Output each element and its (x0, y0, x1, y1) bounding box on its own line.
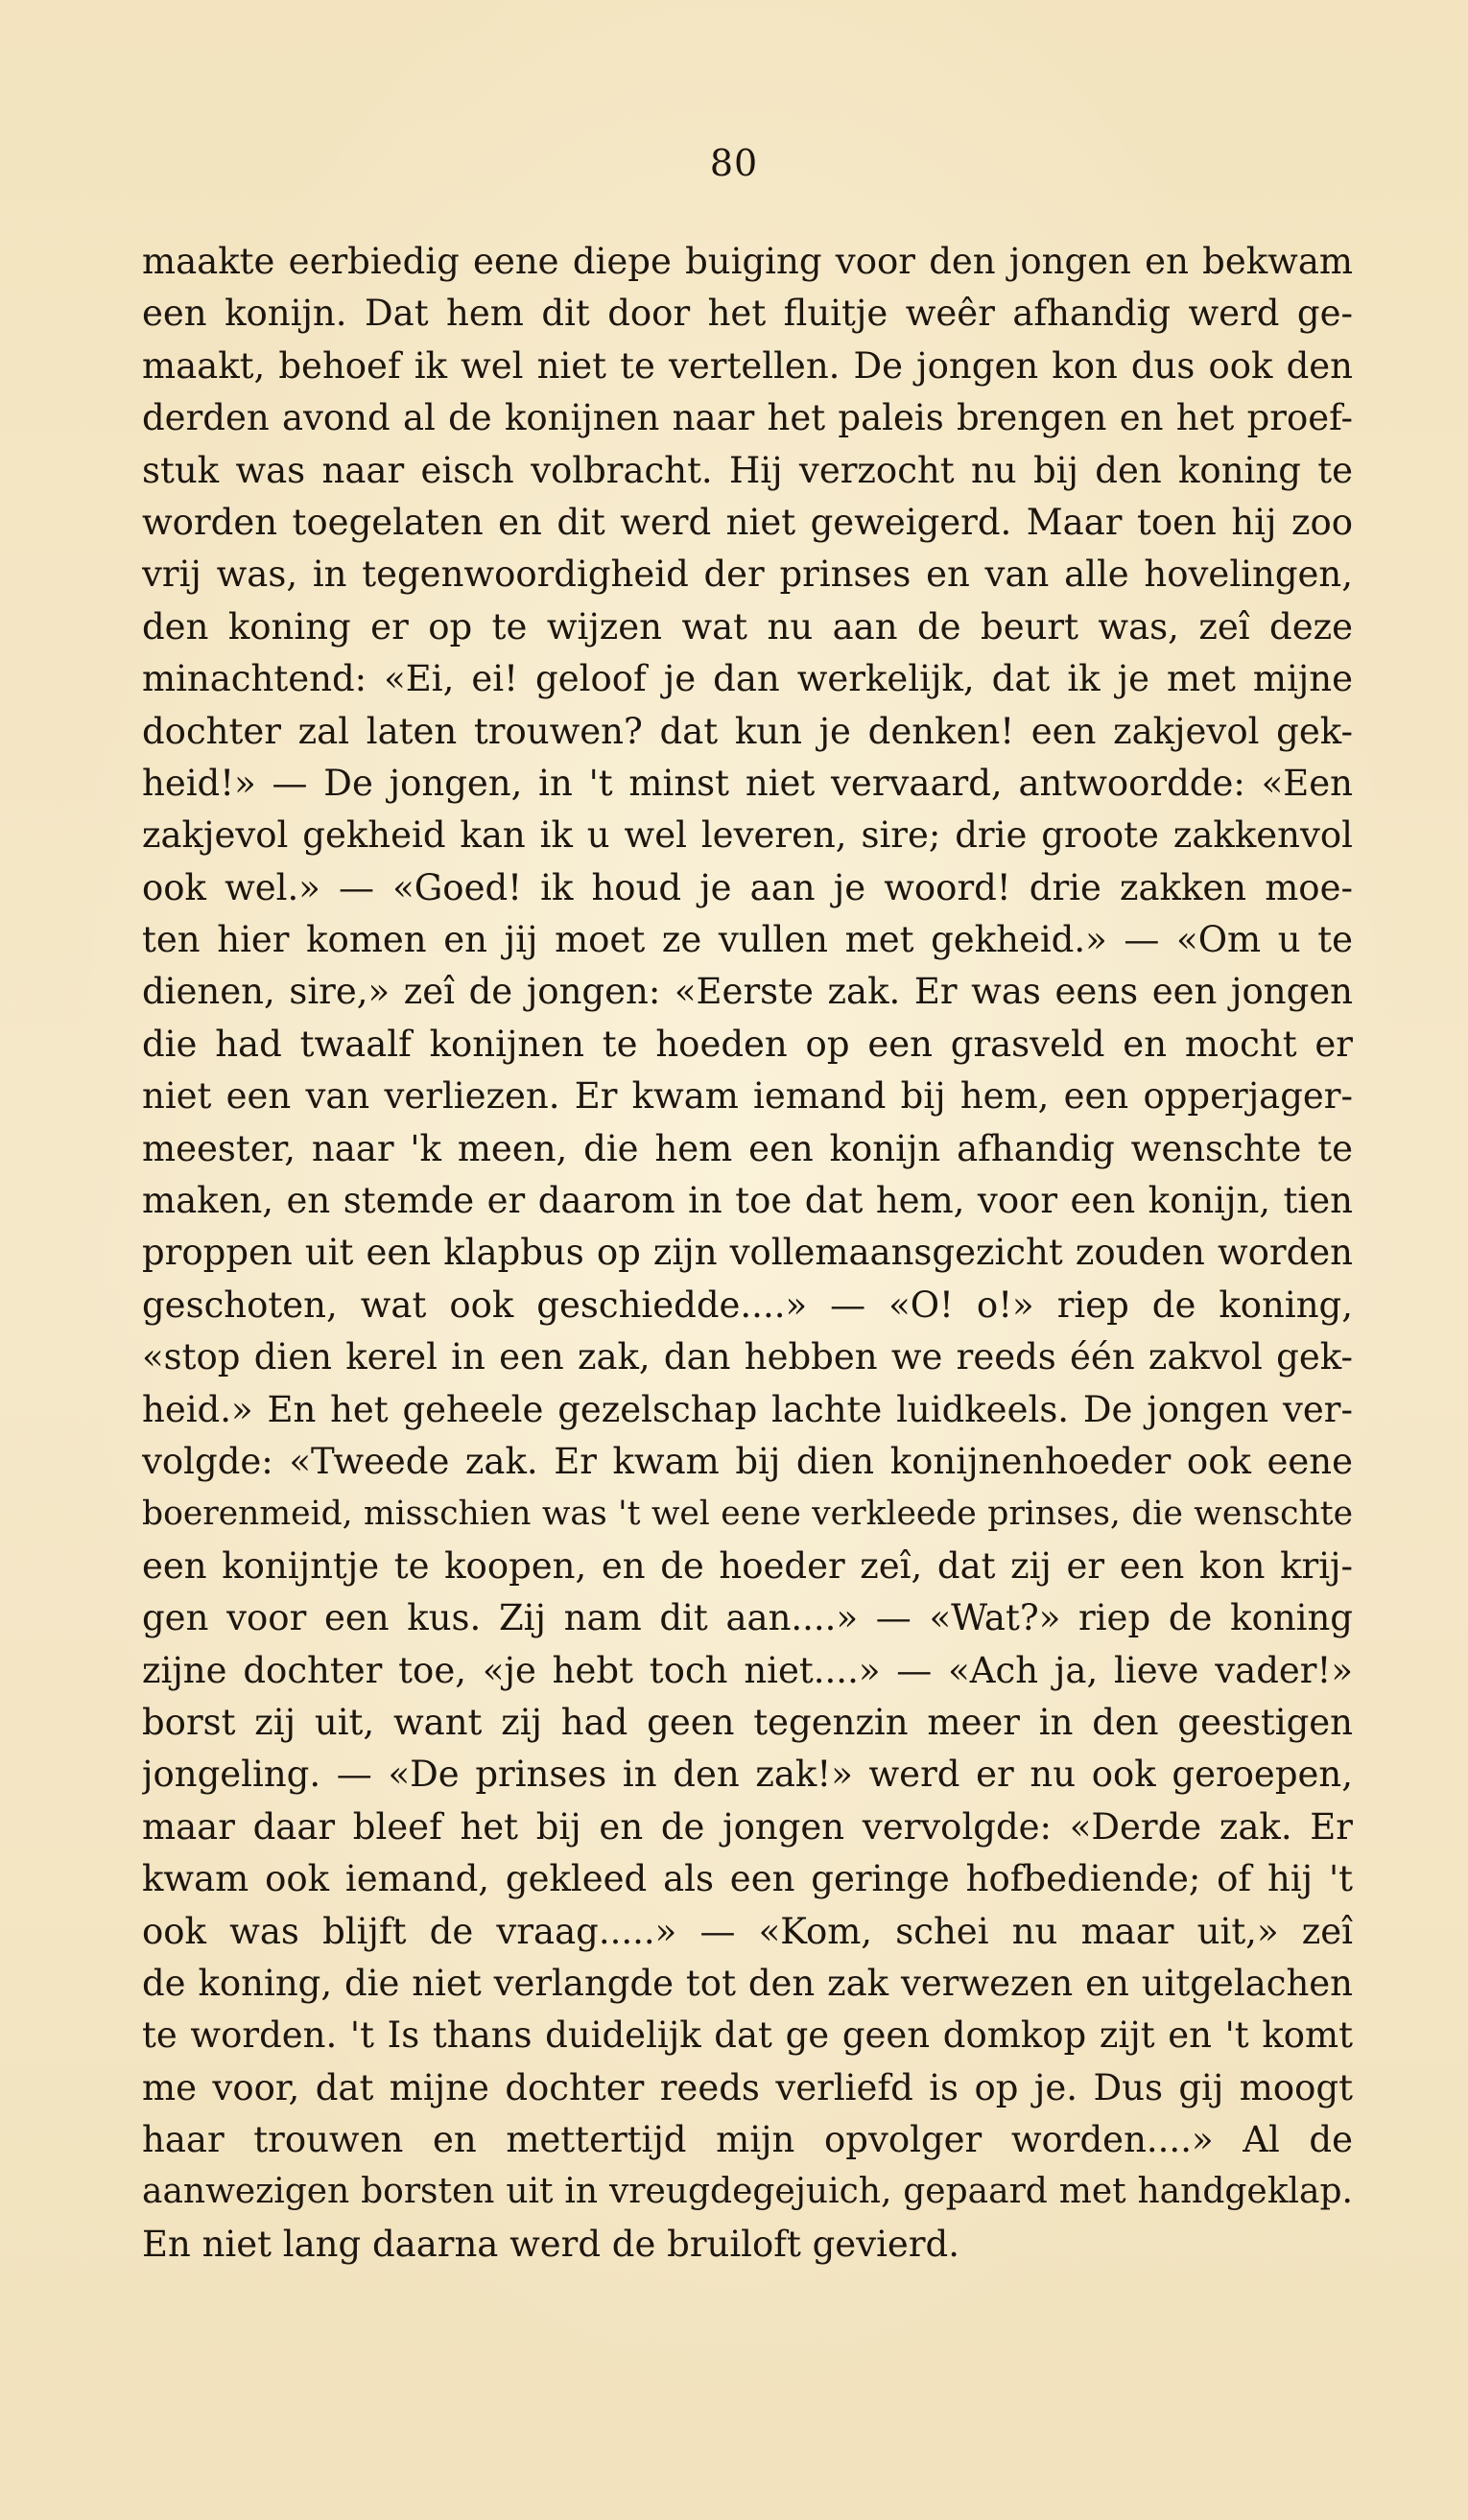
text-line: een konijntje te koopen, en de hoeder zeî, dat zij er een kon krij- (142, 1544, 1353, 1587)
text-line: aanwezigen borsten uit in vreugdegejuich, gepaard met handgeklap. (142, 2172, 1353, 2212)
body-text (142, 236, 1353, 2271)
text-line: dochter zal laten trouwen? dat kun je denken! een zakjevol gek- (142, 710, 1353, 752)
text-line: haar trouwen en mettertijd mijn opvolger worden....» Al de (142, 2119, 1353, 2161)
text-line: boerenmeid, misschien was 't wel eene verkleede prinses, die wenschte (142, 1495, 1353, 1534)
text-line: ook was blijft de vraag.....» — «Kom, schei nu maar uit,» zeî (142, 1910, 1353, 1952)
text-line: minachtend: «Ei, ei! geloof je dan werkelijk, dat ik je met mijne (142, 658, 1353, 700)
text-line: meester, naar 'k meen, die hem een konijn afhandig wenschte te (142, 1127, 1353, 1169)
text-line: een konijn. Dat hem dit door het fluitje weêr afhandig werd ge- (142, 293, 1353, 335)
text-line: «stop dien kerel in een zak, dan hebben we reeds één zakvol gek- (142, 1336, 1353, 1378)
text-line: niet een van verliezen. Er kwam iemand bij hem, een opperjager- (142, 1075, 1353, 1118)
text-line: worden toegelaten en dit werd niet geweigerd. Maar toen hij zoo (142, 501, 1353, 543)
text-line: te worden. 't Is thans duidelijk dat ge geen domkop zijt en 't komt (142, 2014, 1353, 2057)
text-line: borst zij uit, want zij had geen tegenzin meer in den geestigen (142, 1701, 1353, 1743)
text-line: derden avond al de konijnen naar het paleis brengen en het proef- (142, 397, 1353, 439)
text-line: ten hier komen en jij moet ze vullen met gekheid.» — «Om u te (142, 919, 1353, 961)
text-line: maar daar bleef het bij en de jongen vervolgde: «Derde zak. Er (142, 1805, 1353, 1848)
text-line: dienen, sire,» zeî de jongen: «Eerste zak. Er was eens een jongen (142, 971, 1353, 1013)
text-line: zakjevol gekheid kan ik u wel leveren, sire; drie groote zakkenvol (142, 814, 1353, 857)
text-line: kwam ook iemand, gekleed als een geringe hofbediende; of hij 't (142, 1858, 1353, 1900)
text-line: proppen uit een klapbus op zijn vollemaansgezicht zouden worden (142, 1232, 1353, 1274)
text-line: ook wel.» — «Goed! ik houd je aan je woord! drie zakken moe- (142, 866, 1353, 908)
text-line: heid.» En het geheele gezelschap lachte luidkeels. De jongen ver- (142, 1388, 1353, 1430)
text-line: den koning er op te wijzen wat nu aan de beurt was, zeî deze (142, 605, 1353, 648)
text-line: volgde: «Tweede zak. Er kwam bij dien konijnenhoeder ook eene (142, 1440, 1353, 1482)
text-line: jongeling. — «De prinses in den zak!» werd er nu ook geroepen, (142, 1754, 1353, 1796)
text-line: die had twaalf konijnen te hoeden op een grasveld en mocht er (142, 1023, 1353, 1065)
text-line: heid!» — De jongen, in 't minst niet vervaard, antwoordde: «Een (142, 762, 1353, 804)
text-line: gen voor een kus. Zij nam dit aan....» — «Wat?» riep de koning (142, 1597, 1353, 1639)
text-line: stuk was naar eisch volbracht. Hij verzocht nu bij den koning te (142, 449, 1353, 491)
text-line: maakt, behoef ik wel niet te vertellen. De jongen kon dus ook den (142, 344, 1353, 387)
text-line: me voor, dat mijne dochter reeds verliefd is op je. Dus gij moogt (142, 2066, 1353, 2108)
text-line: maken, en stemde er daarom in toe dat hem, voor een konijn, tien (142, 1180, 1353, 1222)
text-line: de koning, die niet verlangde tot den zak verwezen en uitgelachen (142, 1962, 1353, 2004)
page-number: 80 (709, 142, 759, 184)
text-line: maakte eerbiedig eene diepe buiging voor den jongen en bekwam (142, 241, 1353, 282)
text-line: En niet lang daarna werd de bruiloft gevierd. (142, 2223, 959, 2265)
text-line: zijne dochter toe, «je hebt toch niet....» — «Ach ja, lieve vader!» (142, 1649, 1353, 1691)
text-line: geschoten, wat ook geschiedde....» — «O! o!» riep de koning, (142, 1284, 1353, 1326)
text-line: vrij was, in tegenwoordigheid der prinses en van alle hovelingen, (142, 553, 1353, 596)
